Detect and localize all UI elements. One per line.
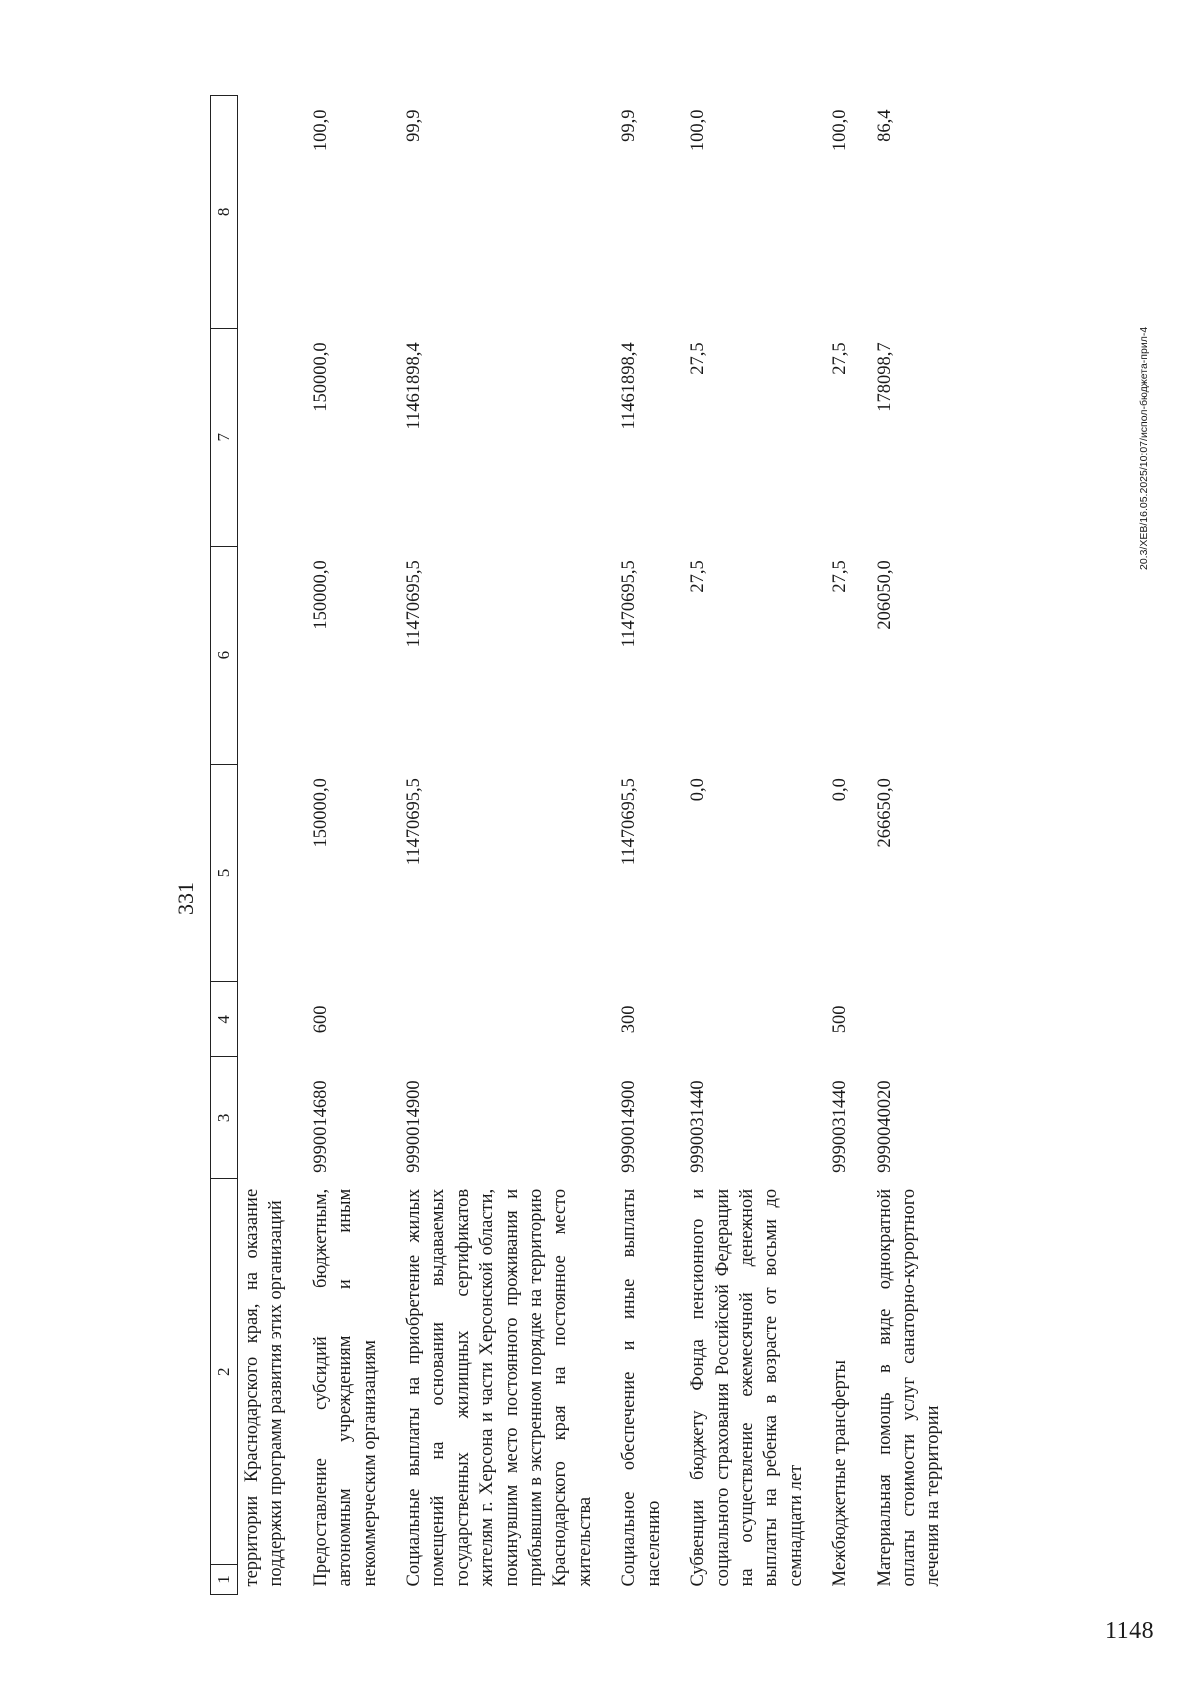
budget-table <box>210 95 960 1595</box>
row-col6: 150000,0 <box>310 560 331 630</box>
col-header: 6 <box>211 546 238 764</box>
table-row <box>303 96 396 1595</box>
row-code: 9990014680 <box>310 1080 331 1173</box>
page-number: 1148 <box>1105 1618 1155 1644</box>
row-name: Материальная помощь в виде однократной оплаты стоимости услуг санаторно-курортного лечения на территории <box>874 1188 944 1587</box>
row-code <box>238 1057 303 1179</box>
row-col6 <box>238 546 303 764</box>
col-header: 7 <box>211 328 238 546</box>
col-header: 4 <box>211 982 238 1057</box>
row-vr: 500 <box>830 1005 851 1034</box>
row-col7: 11461898,4 <box>619 342 640 430</box>
row-col7: 150000,0 <box>310 342 331 412</box>
row-vr: 600 <box>310 1005 331 1034</box>
table-row <box>680 96 822 1595</box>
row-name: территории Краснодарского края, на оказание поддержки программ развития этих организаций <box>242 1188 287 1587</box>
row-col7 <box>238 328 303 546</box>
col-header: 5 <box>211 764 238 982</box>
row-col6: 206050,0 <box>874 560 895 630</box>
row-code: 9990014900 <box>619 1080 640 1173</box>
table-row <box>396 96 611 1595</box>
row-col5 <box>238 764 303 982</box>
row-col8 <box>238 96 303 329</box>
table-row <box>611 96 680 1595</box>
row-name: Предоставление субсидий бюджетным, автономным учреждениям и иным некоммерческим организациям <box>310 1188 380 1587</box>
row-name: Социальное обеспечение и иные выплаты населению <box>619 1188 664 1587</box>
row-col8: 100,0 <box>688 109 709 152</box>
row-col8: 100,0 <box>830 109 851 152</box>
row-code: 9990031440 <box>830 1080 851 1173</box>
row-col7: 27,5 <box>830 342 851 375</box>
row-name: Субвенции бюджету Фонда пенсионного и социального страхования Российской Федерации на осуществление ежемесячной денежной выплаты на ребенка в возрасте от восьми до семнадцати лет <box>688 1188 806 1587</box>
row-col5: 11470695,5 <box>619 778 640 866</box>
col-header: 3 <box>211 1057 238 1179</box>
table-row <box>867 96 960 1595</box>
row-col5: 150000,0 <box>310 778 331 848</box>
row-vr <box>238 982 303 1057</box>
row-vr <box>867 982 960 1057</box>
row-vr <box>396 982 611 1057</box>
row-col6: 11470695,5 <box>404 560 425 648</box>
row-col5: 266650,0 <box>874 778 895 848</box>
row-col5: 0,0 <box>688 778 709 802</box>
row-col8: 86,4 <box>874 109 895 142</box>
row-col5: 11470695,5 <box>404 778 425 866</box>
row-code: 9990040020 <box>874 1080 895 1173</box>
row-col7: 27,5 <box>688 342 709 375</box>
row-col6: 11470695,5 <box>619 560 640 648</box>
sheet-number: 331 <box>173 882 198 915</box>
row-col8: 99,9 <box>619 109 640 142</box>
table-row <box>238 96 303 1595</box>
row-col7: 178098,7 <box>874 342 895 412</box>
row-col5: 0,0 <box>830 778 851 802</box>
row-col8: 100,0 <box>310 109 331 152</box>
row-vr: 300 <box>619 1005 640 1034</box>
table-row <box>822 96 866 1595</box>
footer-code: 20.3/XEB/16.05.2025/10:07/испол-бюджета-прил-4 <box>1138 326 1150 570</box>
col-header: 1 <box>211 1565 238 1595</box>
row-col7: 11461898,4 <box>404 342 425 430</box>
row-name: Социальные выплаты на приобретение жилых помещений на основании выдаваемых государственных жилищных сертификатов жителям г. Херсона и части Херсонской области, покинувшим место постоянного проживания и прибывшим в экстренном порядке на территорию Краснодарского края на постоянное место жительства <box>404 1188 595 1587</box>
row-code: 9990014900 <box>404 1080 425 1173</box>
col-header: 2 <box>211 1179 238 1565</box>
header-row <box>211 96 238 1595</box>
row-col6: 27,5 <box>688 560 709 593</box>
row-code: 9990031440 <box>688 1080 709 1173</box>
row-col6: 27,5 <box>830 560 851 593</box>
row-vr <box>680 982 822 1057</box>
row-col8: 99,9 <box>404 109 425 142</box>
row-name: Межбюджетные трансферты <box>830 1360 851 1587</box>
col-header: 8 <box>211 96 238 329</box>
rotated-page <box>150 95 1200 1595</box>
